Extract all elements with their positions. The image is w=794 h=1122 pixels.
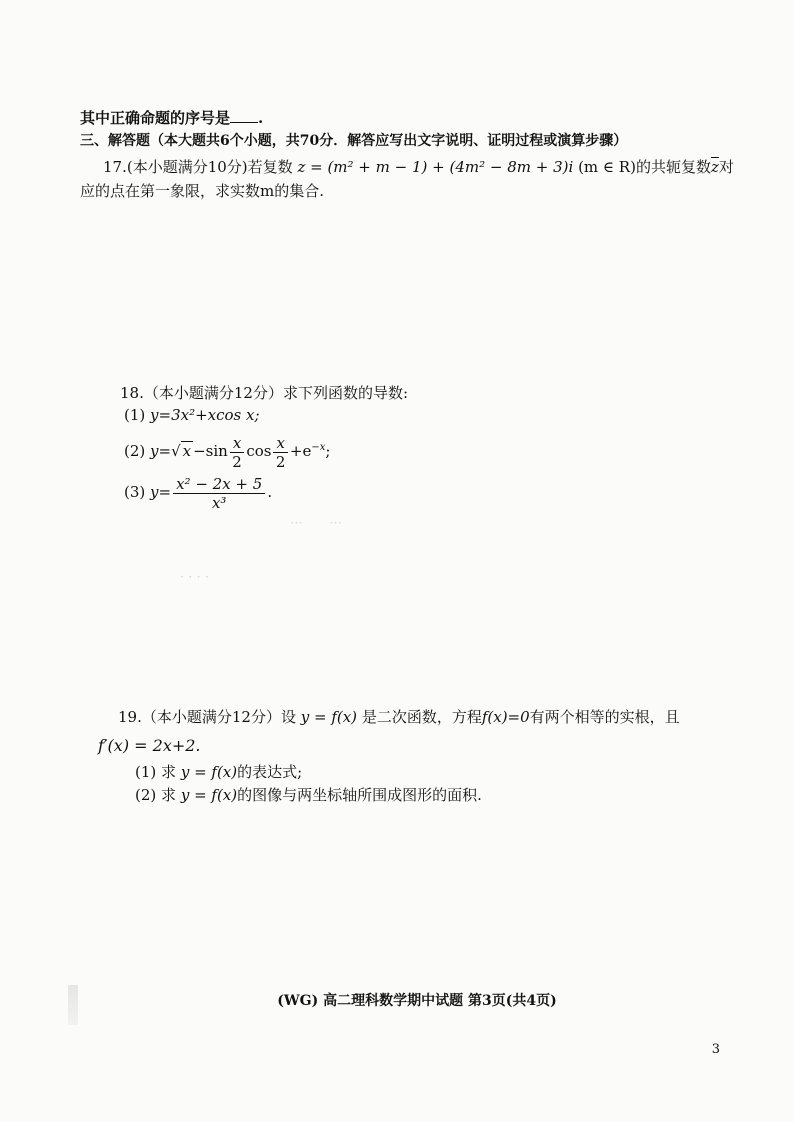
page-number: 3 <box>711 1042 720 1057</box>
fraction-rational: $\frac{\text{x² − 2x + 5}}{\text{x³}}$ <box>173 475 265 512</box>
q18-part3: (3) y= $\frac{\text{x² − 2x + 5}}{\text{x³}}$ . <box>124 474 273 512</box>
question-19-line2: f′(x) = 2x+2. <box>98 736 201 755</box>
question-17-line2: 应的点在第一象限，求实数m的集合. <box>80 182 324 200</box>
bleed-through-mark: ⋯ ⋯ <box>290 516 343 531</box>
bleed-through-mark: · · · · <box>180 570 209 585</box>
page-footer: (WG) 高二理科数学期中试题 第3页(共4页) <box>277 993 557 1009</box>
q18-part1: (1) y=3x²+xcos x; <box>124 406 260 424</box>
section-3-title: 三、解答题（本大题共6个小题，共70分．解答应写出文字说明、证明过程或演算步骤） <box>80 133 628 149</box>
q17-formula: z = (m² + m − 1) + (4m² − 8m + 3)i <box>297 158 574 176</box>
q19-part1: (1) 求 y = f(x)的表达式; <box>135 763 303 781</box>
question-19-line1: 19.（本小题满分12分）设 y = f(x) 是二次函数，方程f(x)=0有两个相等的实根，且 <box>118 708 680 726</box>
question-18-title: 18.（本小题满分12分）求下列函数的导数: <box>120 384 408 402</box>
fraction-x-over-2: $\frac{x}{2}$ <box>230 434 244 471</box>
q19-part2: (2) 求 y = f(x)的图像与两坐标轴所围成图形的面积. <box>135 786 482 804</box>
z-conjugate: $\overline{z}$ <box>710 158 719 176</box>
q18-part2: (2) y=√ x −sin $\frac{x}{2}$ cos $\frac{x}{2}$ $+e^{-x}$; <box>124 433 331 471</box>
prev-question-tail: 其中正确命题的序号是 . <box>80 109 264 127</box>
question-17-line1: 17.(本小题满分10分)若复数 z = (m² + m − 1) + (4m² − 8m + 3)i (m ∈ R)的共轭复数$\overline{z}$对 <box>103 158 734 176</box>
fraction-x-over-2: $\frac{x}{2}$ <box>273 434 287 471</box>
answer-blank <box>230 108 258 123</box>
